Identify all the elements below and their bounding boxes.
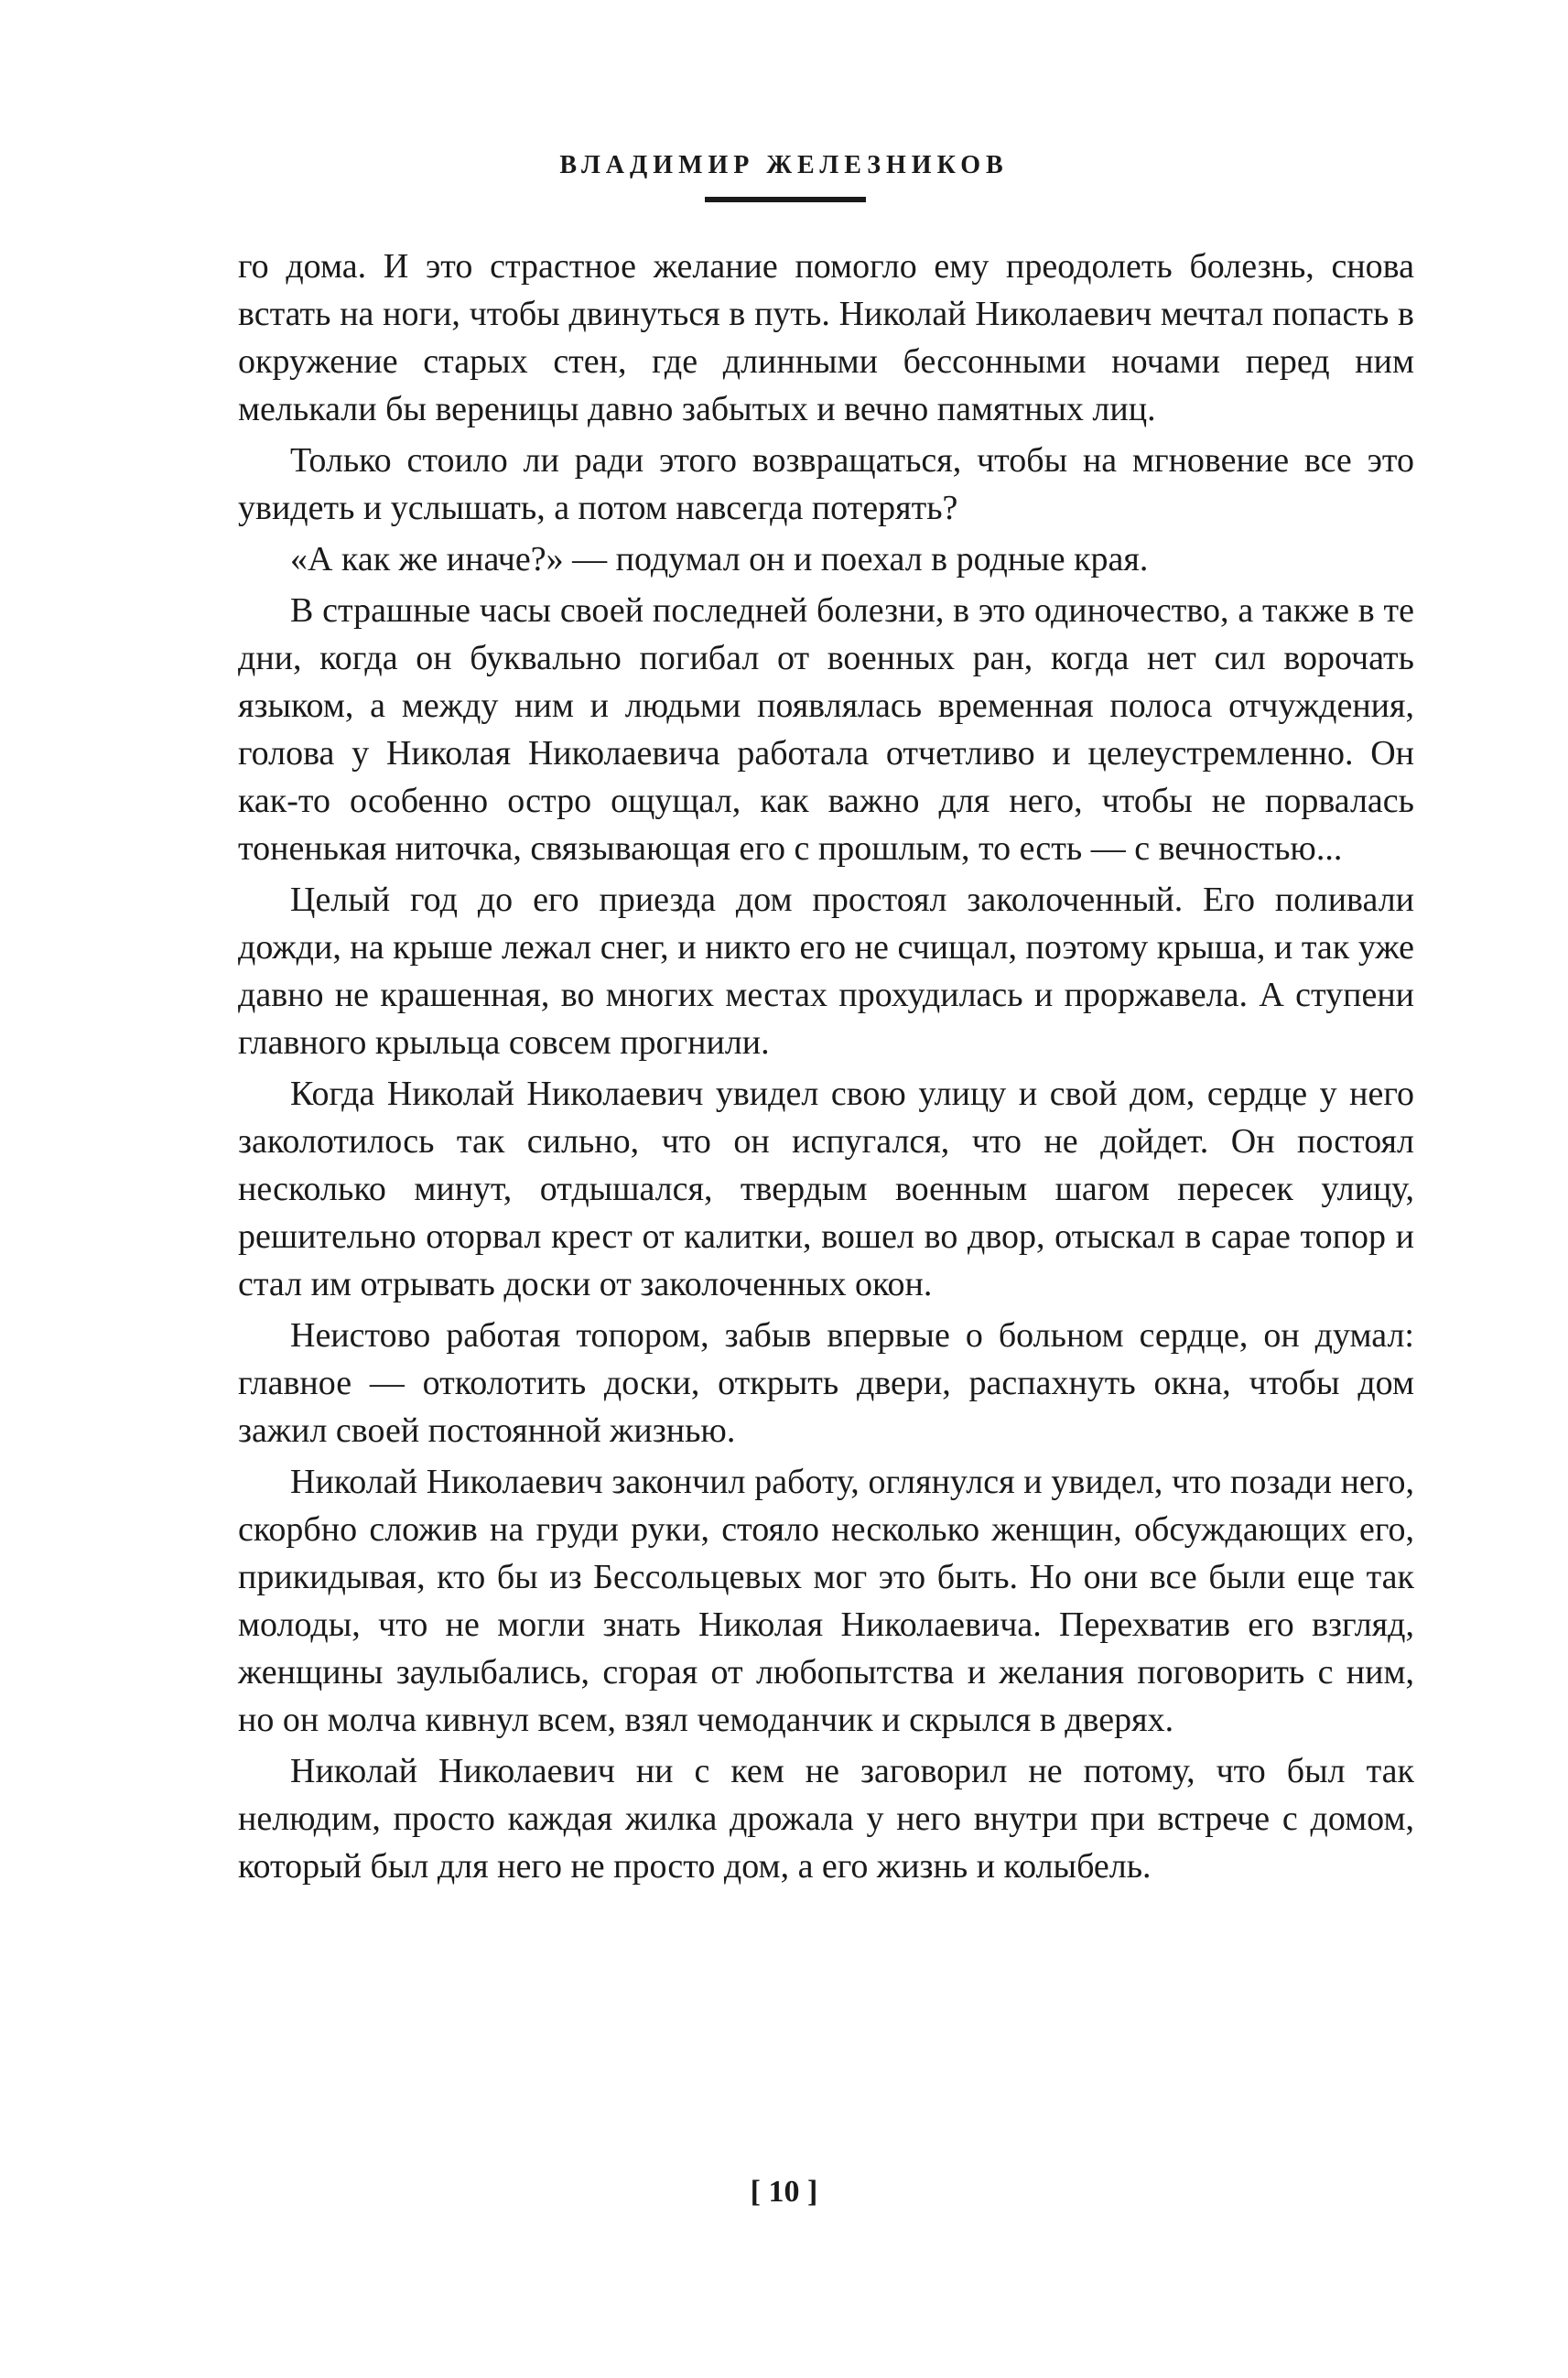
body-text: [238, 243, 1414, 1894]
paragraph: Целый год до его приезда дом простоял заколоченный. Его поливали дожди, на крыше лежал снег, и никто его не счищал, поэтому крыша, и так уже давно не крашенная, во многих местах прохудилась и проржавела. А ступени главного крыльца совсем прогнили.: [238, 881, 1414, 1062]
paragraph: Николай Николаевич закончил работу, оглянулся и увидел, что позади него, скорбно сложив на груди руки, стояло несколько женщин, обсуждающих его, прикидывая, кто бы из Бессольцевых мог это быть. Но они все были еще так молоды, что не могли знать Николая Николаевича. Перехватив его взгляд, женщины заулыбались, сгорая от любопытства и желания поговорить с ним, но он молча кивнул всем, взял чемоданчик и скрылся в дверях.: [238, 1463, 1414, 1739]
running-title: ВЛАДИМИР ЖЕЛЕЗНИКОВ: [559, 151, 1009, 179]
paragraph: В страшные часы своей последней болезни, в это одиночество, а также в те дни, когда он буквально погибал от военных ран, когда нет сил ворочать языком, а между ним и людьми появлялась временная полоса отчуждения, голова у Николая Николаевича работала отчетливо и целеустремленно. Он как-то особенно остро ощущал, как важно для него, чтобы не порвалась тоненькая ниточка, связывающая его с прошлым, то есть — с вечностью...: [238, 591, 1414, 868]
paragraph: «А как же иначе?» — подумал он и поехал в родные края.: [290, 540, 1149, 578]
paragraph: Только стоило ли ради этого возвращаться, чтобы на мгновение все это увидеть и услышать, а потом навсегда потерять?: [238, 441, 1414, 527]
paragraph: Неистово работая топором, забыв впервые о больном сердце, он думал: главное — отколотить доски, открыть двери, распахнуть окна, чтобы дом зажил своей постоянной жизнью.: [238, 1316, 1414, 1450]
header-rule: [705, 197, 866, 202]
page-number: [ 10 ]: [750, 2175, 818, 2209]
paragraph: Когда Николай Николаевич увидел свою улицу и свой дом, сердце у него заколотилось так сильно, что он испугался, что не дойдет. Он постоял несколько минут, отдышался, твердым военным шагом пересек улицу, решительно оторвал крест от калитки, вошел во двор, отыскал в сарае топор и стал им отрывать доски от заколоченных окон.: [238, 1075, 1414, 1303]
paragraph: го дома. И это страстное желание помогло ему преодолеть болезнь, снова встать на ноги, чтобы двинуться в путь. Николай Николаевич мечтал попасть в окружение старых стен, где длинными бессонными ночами перед ним мелькали бы вереницы давно забытых и вечно памятных лиц.: [238, 247, 1414, 428]
paragraph: Николай Николаевич ни с кем не заговорил не потому, что был так нелюдим, просто каждая жилка дрожала у него внутри при встрече с домом, который был для него не просто дом, а его жизнь и колыбель.: [238, 1752, 1414, 1886]
